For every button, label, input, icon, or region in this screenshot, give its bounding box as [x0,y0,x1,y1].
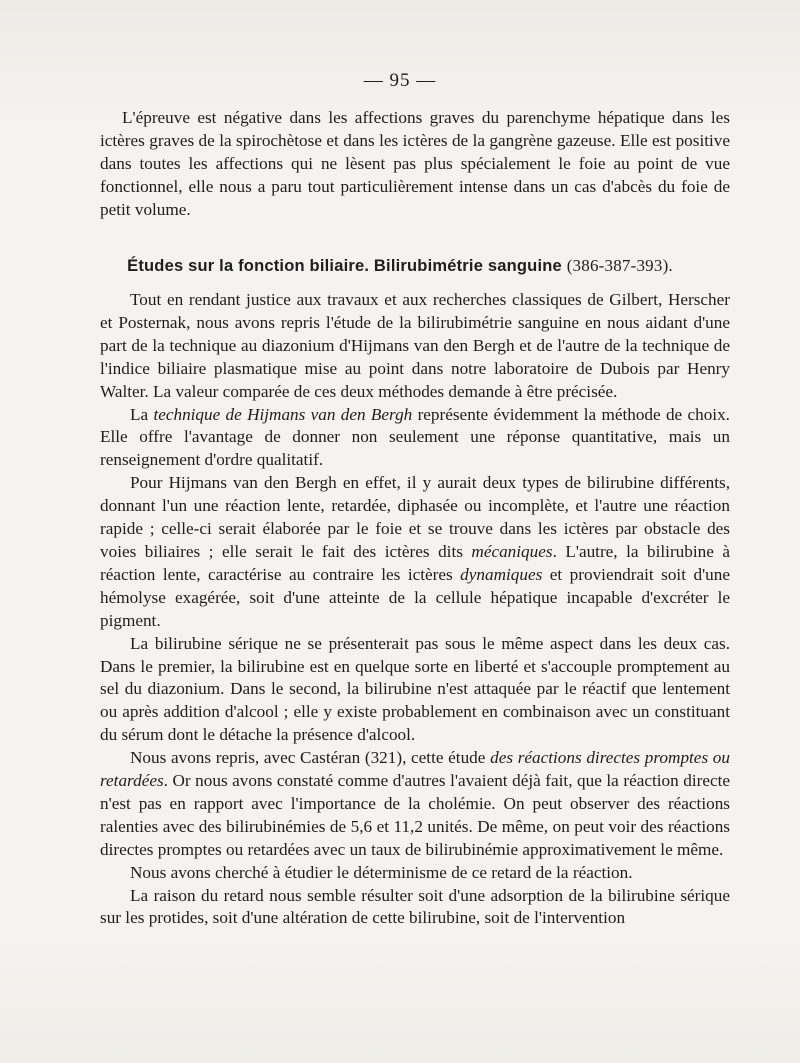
paragraph-5-emphasis: des réactions directes promptes ou retardées [100,748,730,791]
paragraph-3-text-b: . L'autre, la bilirubine à réaction lente, caractérise au contraire les ictères [100,541,730,584]
page-number: — 95 — [363,70,437,91]
section-title: Études sur la fonction biliaire. Bilirubimétrie sanguine [127,257,562,275]
paragraph-2 [100,404,730,473]
paragraph-2-text-b: représente évidemment la méthode de choix. Elle offre l'avantage de donner non seulement une réponse quantitative, mais un renseignement d'ordre qualitatif. [100,404,730,470]
section-heading [0,256,800,276]
paragraph-3-text-a: Pour Hijmans van den Bergh en effet, il y aurait deux types de bilirubine différents, donnant l'un une réaction lente, retardée, diphasée ou incomplète, et l'autre une réaction rapide ; celle-ci serait élaborée par le foie et se trouve dans les ictères par obstacle des voies biliaires ; elle serait le fait des ictères dits [100,473,730,561]
section-refs: (386-387-393). [566,256,673,275]
paragraph-3 [100,472,730,632]
paragraph-7: La raison du retard nous semble résulter soit d'une adsorption de la bilirubine sérique sur les protides, soit d'une altération de cette bilirubine, soit de l'intervention [100,885,730,928]
paragraph-2-text-a: La [130,404,154,424]
paragraph-5-text-b: . Or nous avons constaté comme d'autres l'avaient déjà fait, que la réaction directe n'est pas en rapport avec l'importance de la cholémie. On peut observer des réactions ralenties avec des bilirubinémies de 5,6 et 11,2 unités. De même, on peut voir des réactions directes promptes ou retardées avec un taux de bilirubinémie approximativement le même. [100,771,730,859]
paragraph-3-emphasis-2: dynamiques [460,564,543,584]
paragraph-5-text-a: Nous avons repris, avec Castéran (321), cette étude [130,748,491,768]
paragraph-4: La bilirubine sérique ne se présenterait pas sous le même aspect dans les deux cas. Dans le premier, la bilirubine est en quelque sorte en liberté et s'accouple promptement au sel du diazonium. Dans le second, la bilirubine n'est attaquée par le réactif que lentement ou après addition d'alcool ; elle y existe probablement en combinaison avec un constituant du sérum dont le détache la présence d'alcool. [100,633,730,745]
paragraph-3-text-c: et proviendrait soit d'une hémolyse exagérée, soit d'une atteinte de la cellule hépatique incapable d'excréter le pigment. [100,564,730,630]
paragraph-6: Nous avons cherché à étudier le déterminisme de ce retard de la réaction. [130,862,633,882]
paragraph-3-emphasis-1: mécaniques [471,541,553,561]
paragraph-2-emphasis: technique de Hijmans van den Bergh [153,404,413,424]
intro-block [100,107,730,222]
paragraph-5 [100,747,730,862]
intro-paragraph: L'épreuve est négative dans les affections graves du parenchyme hépatique dans les ictères graves de la spirochètose et dans les ictères de la gangrène gazeuse. Elle est positive dans toutes les affections qui ne lèsent pas plus spécialement le foie au point de vue fonctionnel, elle nous a paru tout particulièrement intense dans un cas d'abcès du foie de petit volume. [100,108,730,219]
paragraph-1: Tout en rendant justice aux travaux et aux recherches classiques de Gilbert, Herscher et Posternak, nous avons repris l'étude de la bilirubimétrie sanguine en nous aidant d'une part de la technique au diazonium d'Hijmans van den Bergh et de l'autre de la technique de l'indice biliaire plasmatique mise au point dans notre laboratoire de Dubois par Henry Walter. La valeur comparée de ces deux méthodes demande à être précisée. [100,290,730,401]
body-text [100,289,730,930]
